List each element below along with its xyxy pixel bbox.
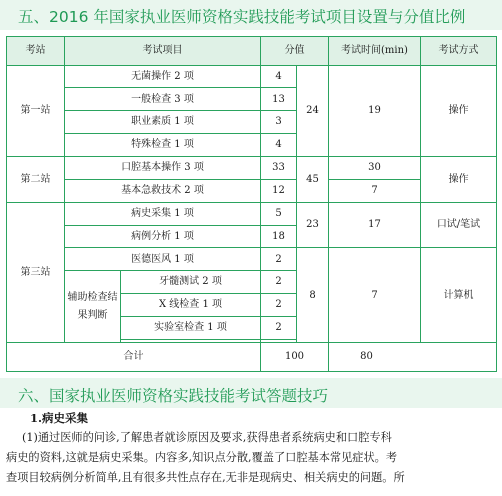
section-5-title: 五、2016 年国家执业医师资格实践技能考试项目设置与分值比例 [18,8,466,26]
station-2-mode: 操作 [421,157,497,203]
aux-group-label [65,271,121,343]
header-station: 考站 [7,37,65,66]
station-1-total: 24 [297,65,329,156]
sum-score: 100 [261,343,329,372]
item-label: 牙髓测试 2 项 [121,271,261,294]
table-total-row [7,343,497,372]
header-score: 分值 [261,37,329,66]
station-3-mode-a: 口试/笔试 [421,202,497,248]
table-row [7,157,497,180]
paragraph-line: 查项目较病例分析简单,且有很多共性点存在,无非是现病史、相关病史的问题。所 [6,471,405,484]
item-score: 4 [261,65,297,88]
station-3-name: 第三站 [7,202,65,343]
sum-time [329,343,497,372]
section-6-title: 六、国家执业医师资格实践技能考试答题技巧 [18,387,329,405]
item-label: 特殊检查 1 项 [65,134,261,157]
item-score: 4 [261,134,297,157]
item-score: 5 [261,202,297,225]
item-score: 2 [261,248,297,271]
item-label: 基本急救技术 2 项 [65,179,261,202]
station-2-total: 45 [297,157,329,203]
item-score: 33 [261,157,297,180]
item-score: 2 [261,271,297,294]
station-3-time-b: 7 [329,248,421,343]
item-score: 12 [261,179,297,202]
sum-label: 合计 [7,343,261,372]
item-score: 2 [261,317,297,340]
station-1-name: 第一站 [7,65,65,156]
table-header-row [7,37,497,66]
station-3-total-a: 23 [297,202,329,248]
station-1-time: 19 [329,65,421,156]
body-paragraph [6,428,496,488]
station-3-mode-b: 计算机 [421,248,497,343]
item-label: 病例分析 1 项 [65,225,261,248]
item-label: 口腔基本操作 3 项 [65,157,261,180]
sum-time-value: 80 [360,351,373,363]
item-score: 18 [261,225,297,248]
subsection-heading: 1.病史采集 [30,411,89,425]
item-score: 2 [261,294,297,317]
table-row [7,248,497,271]
table-row [7,65,497,88]
item-label: 实验室检查 1 项 [121,317,261,340]
header-item: 考试项目 [65,37,261,66]
item-score: 3 [261,111,297,134]
item-time: 30 [329,157,421,180]
item-label: 职业素质 1 项 [65,111,261,134]
header-time: 考试时间(min) [329,37,421,66]
item-label: 一般检查 3 项 [65,88,261,111]
station-3-total-b: 8 [297,248,329,343]
item-label: 病史采集 1 项 [65,202,261,225]
item-label: 医德医风 1 项 [65,248,261,271]
item-label: 无菌操作 2 项 [65,65,261,88]
item-time: 7 [329,179,421,202]
station-1-mode: 操作 [421,65,497,156]
station-2-name: 第二站 [7,157,65,203]
paragraph-line: (1)通过医师的问诊,了解患者就诊原因及要求,获得患者系统病史和口腔专科 [22,431,392,444]
item-score: 13 [261,88,297,111]
header-mode: 考试方式 [421,37,497,66]
station-3-time-a: 17 [329,202,421,248]
paragraph-line: 病史的资料,这就是病史采集。内容多,知识点分散,覆盖了口腔基本常见症状。考 [6,451,398,464]
exam-items-table [6,36,497,372]
aux-group-text: 辅助检查结果判断 [67,291,118,321]
table-row [7,202,497,225]
item-label: X 线检查 1 项 [121,294,261,317]
